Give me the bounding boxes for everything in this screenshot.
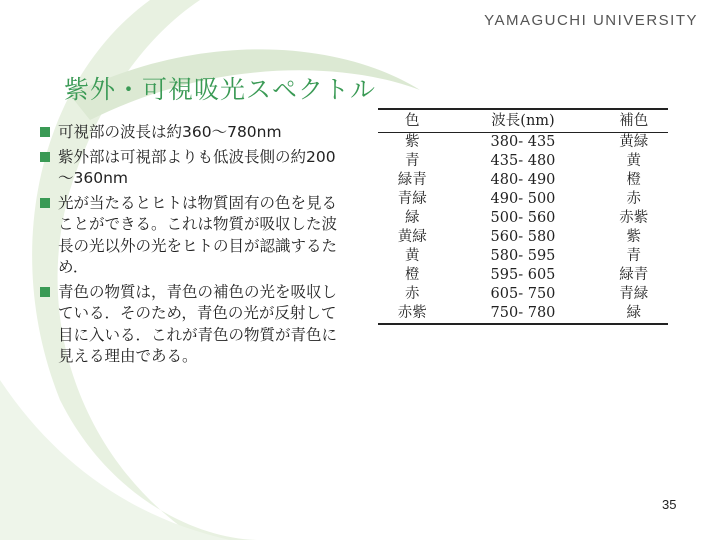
table-row [378, 190, 668, 209]
cell-color: 赤 [404, 286, 420, 302]
table-row [378, 171, 668, 190]
cell-complementary: 紫 [626, 229, 642, 245]
cell-complementary: 青緑 [619, 286, 649, 302]
table-row [378, 304, 668, 324]
cell-wavelength: 500- 560 [490, 210, 556, 226]
cell-complementary: 青 [626, 248, 642, 264]
column-header-wavelength: 波長(nm) [446, 109, 599, 133]
table-row [378, 152, 668, 171]
column-header-complementary: 補色 [600, 109, 668, 133]
cell-wavelength: 380- 435 [490, 134, 556, 150]
cell-wavelength: 595- 605 [490, 267, 556, 283]
cell-wavelength: 580- 595 [490, 248, 556, 264]
bullet-text: 紫外部は可視部よりも低波長側の約200～360nm [58, 147, 336, 187]
bullet-square-icon [40, 198, 50, 208]
color-wavelength-table [378, 108, 668, 325]
cell-color: 黄緑 [397, 229, 427, 245]
bullet-square-icon [40, 287, 50, 297]
table-row [378, 228, 668, 247]
table-row [378, 209, 668, 228]
page-number: 35 [662, 497, 677, 512]
cell-complementary: 赤 [626, 191, 642, 207]
cell-complementary: 黄 [626, 153, 642, 169]
cell-complementary: 緑青 [619, 267, 649, 283]
bullet-square-icon [40, 127, 50, 137]
bullet-text: 可視部の波長は約360～780nm [58, 123, 282, 141]
cell-wavelength: 605- 750 [490, 286, 556, 302]
bullet-list [40, 122, 345, 371]
cell-color: 黄 [404, 248, 420, 264]
cell-color: 橙 [404, 267, 420, 283]
bullet-text: 青色の物質は，青色の補色の光を吸収している．そのため，青色の光が反射して目に入いる．これが青色の物質が青色に見える理由である。 [58, 282, 338, 365]
cell-wavelength: 435- 480 [490, 153, 556, 169]
university-logo-text: YAMAGUCHI UNIVERSITY [484, 12, 698, 29]
cell-wavelength: 480- 490 [490, 172, 556, 188]
cell-color: 青 [404, 153, 420, 169]
table-row [378, 133, 668, 153]
cell-wavelength: 490- 500 [490, 191, 556, 207]
cell-color: 緑 [404, 210, 420, 226]
cell-complementary: 橙 [626, 172, 642, 188]
bullet-item [40, 193, 345, 279]
bullet-square-icon [40, 152, 50, 162]
bullet-item [40, 147, 345, 190]
cell-wavelength: 560- 580 [490, 229, 556, 245]
cell-color: 紫 [404, 134, 420, 150]
slide-title: 紫外・可視吸光スペクトル [64, 75, 377, 104]
table-row [378, 247, 668, 266]
cell-complementary: 黄緑 [619, 134, 649, 150]
cell-complementary: 赤紫 [619, 210, 649, 226]
column-header-color: 色 [378, 109, 446, 133]
cell-complementary: 緑 [600, 304, 668, 324]
table-header-row [378, 109, 668, 133]
bullet-text: 光が当たるとヒトは物質固有の色を見ることができる。これは物質が吸収した波長の光以外の光をヒトの目が認識するため． [58, 193, 338, 276]
bullet-item [40, 282, 345, 368]
bullet-item [40, 122, 345, 144]
table-row [378, 266, 668, 285]
cell-color: 赤紫 [378, 304, 446, 324]
table-row [378, 285, 668, 304]
cell-color: 緑青 [397, 172, 427, 188]
cell-wavelength: 750- 780 [446, 304, 599, 324]
cell-color: 青緑 [397, 191, 427, 207]
